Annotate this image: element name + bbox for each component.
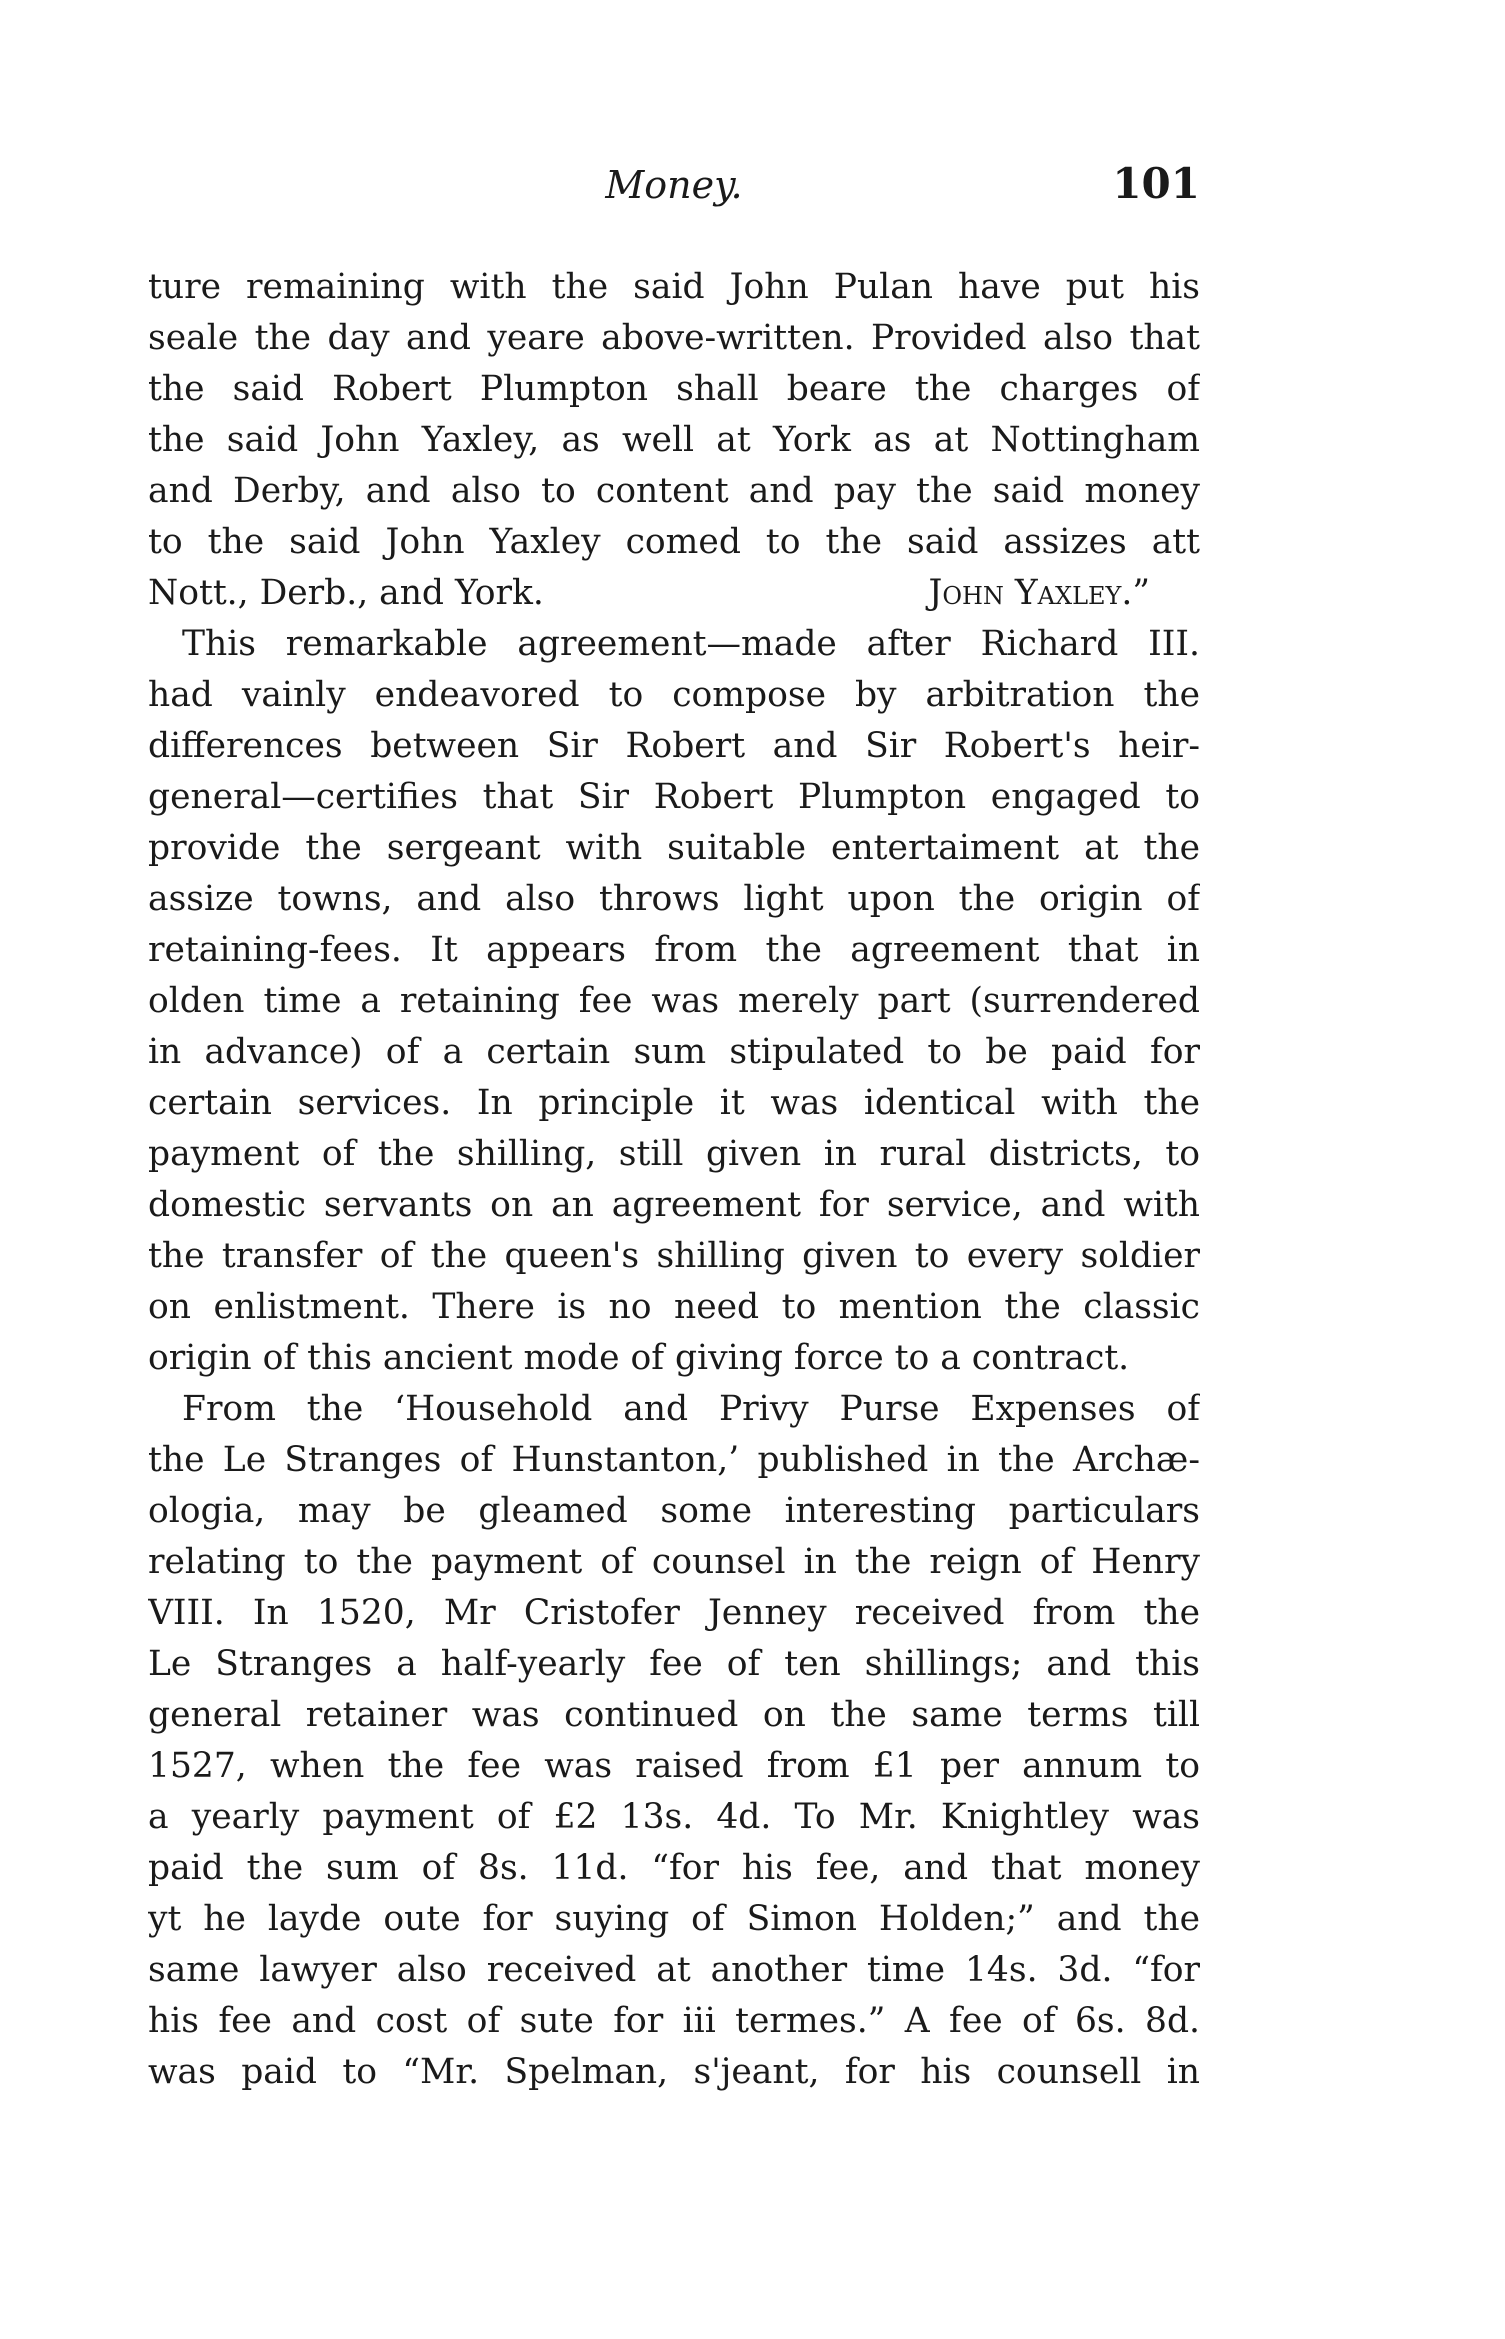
text-line: payment of the shilling, still given in rural districts, to <box>148 1134 1200 1174</box>
text-line: yt he layde oute for suying of Simon Holden;” and the <box>148 1899 1200 1939</box>
text-line: 1527, when the fee was raised from £1 per annum to <box>148 1746 1200 1786</box>
text-line: certain services. In principle it was identical with the <box>148 1083 1200 1123</box>
running-head <box>148 160 1200 220</box>
text-line: olden time a retaining fee was merely part (surrendered <box>148 981 1200 1021</box>
text-line: VIII. In 1520, Mr Cristofer Jenney received from the <box>148 1593 1200 1633</box>
text-line: retaining-fees. It appears from the agreement that in <box>148 930 1200 970</box>
text-line: relating to the payment of counsel in the reign of Henry <box>148 1542 1200 1582</box>
text-line: same lawyer also received at another time 14s. 3d. “for <box>148 1950 1200 1990</box>
text-line: general retainer was continued on the same terms till <box>148 1695 1200 1735</box>
text-line: Le Stranges a half-yearly fee of ten shillings; and this <box>148 1644 1200 1684</box>
text-line: paid the sum of 8s. 11d. “for his fee, and that money <box>148 1848 1200 1888</box>
text-line: the Le Stranges of Hunstanton,’ published in the Archæ- <box>148 1440 1200 1480</box>
text-line: had vainly endeavored to compose by arbitration the <box>148 675 1200 715</box>
body-text <box>148 262 1200 2098</box>
text-line: to the said John Yaxley comed to the said assizes att <box>148 522 1200 562</box>
signature-name: John Yaxley.” <box>928 573 1150 613</box>
text-line: assize towns, and also throws light upon the origin of <box>148 879 1200 919</box>
text-line: the said Robert Plumpton shall beare the charges of <box>148 369 1200 409</box>
text-line: a yearly payment of £2 13s. 4d. To Mr. Knightley was <box>148 1797 1200 1837</box>
signature-line <box>148 568 1200 619</box>
text-line: ologia, may be gleamed some interesting particulars <box>148 1491 1200 1531</box>
text-line: general—certifies that Sir Robert Plumpton engaged to <box>148 777 1200 817</box>
text-line: domestic servants on an agreement for service, and with <box>148 1185 1200 1225</box>
text-line: the said John Yaxley, as well at York as at Nottingham <box>148 420 1200 460</box>
text-line: and Derby, and also to content and pay the said money <box>148 471 1200 511</box>
text-line: his fee and cost of sute for iii termes.” A fee of 6s. 8d. <box>148 2001 1200 2041</box>
text-line: From the ‘Household and Privy Purse Expenses of <box>182 1389 1200 1429</box>
text-line: differences between Sir Robert and Sir Robert's heir- <box>148 726 1200 766</box>
text-line: the transfer of the queen's shilling given to every soldier <box>148 1236 1200 1276</box>
text-line: ture remaining with the said John Pulan have put his <box>148 267 1200 307</box>
text-line: in advance) of a certain sum stipulated to be paid for <box>148 1032 1200 1072</box>
text-line: on enlistment. There is no need to mention the classic <box>148 1287 1200 1327</box>
text-line: was paid to “Mr. Spelman, s'jeant, for his counsell in <box>148 2052 1200 2092</box>
text-line: origin of this ancient mode of giving force to a contract. <box>148 1338 1130 1378</box>
text-line: seale the day and yeare above-written. Provided also that <box>148 318 1200 358</box>
text-line: provide the sergeant with suitable entertaiment at the <box>148 828 1200 868</box>
text-line: This remarkable agreement—made after Richard III. <box>182 624 1200 664</box>
page-number: 101 <box>1112 159 1200 208</box>
signature-location: Nott., Derb., and York. <box>148 573 544 613</box>
running-title: Money. <box>605 163 743 207</box>
